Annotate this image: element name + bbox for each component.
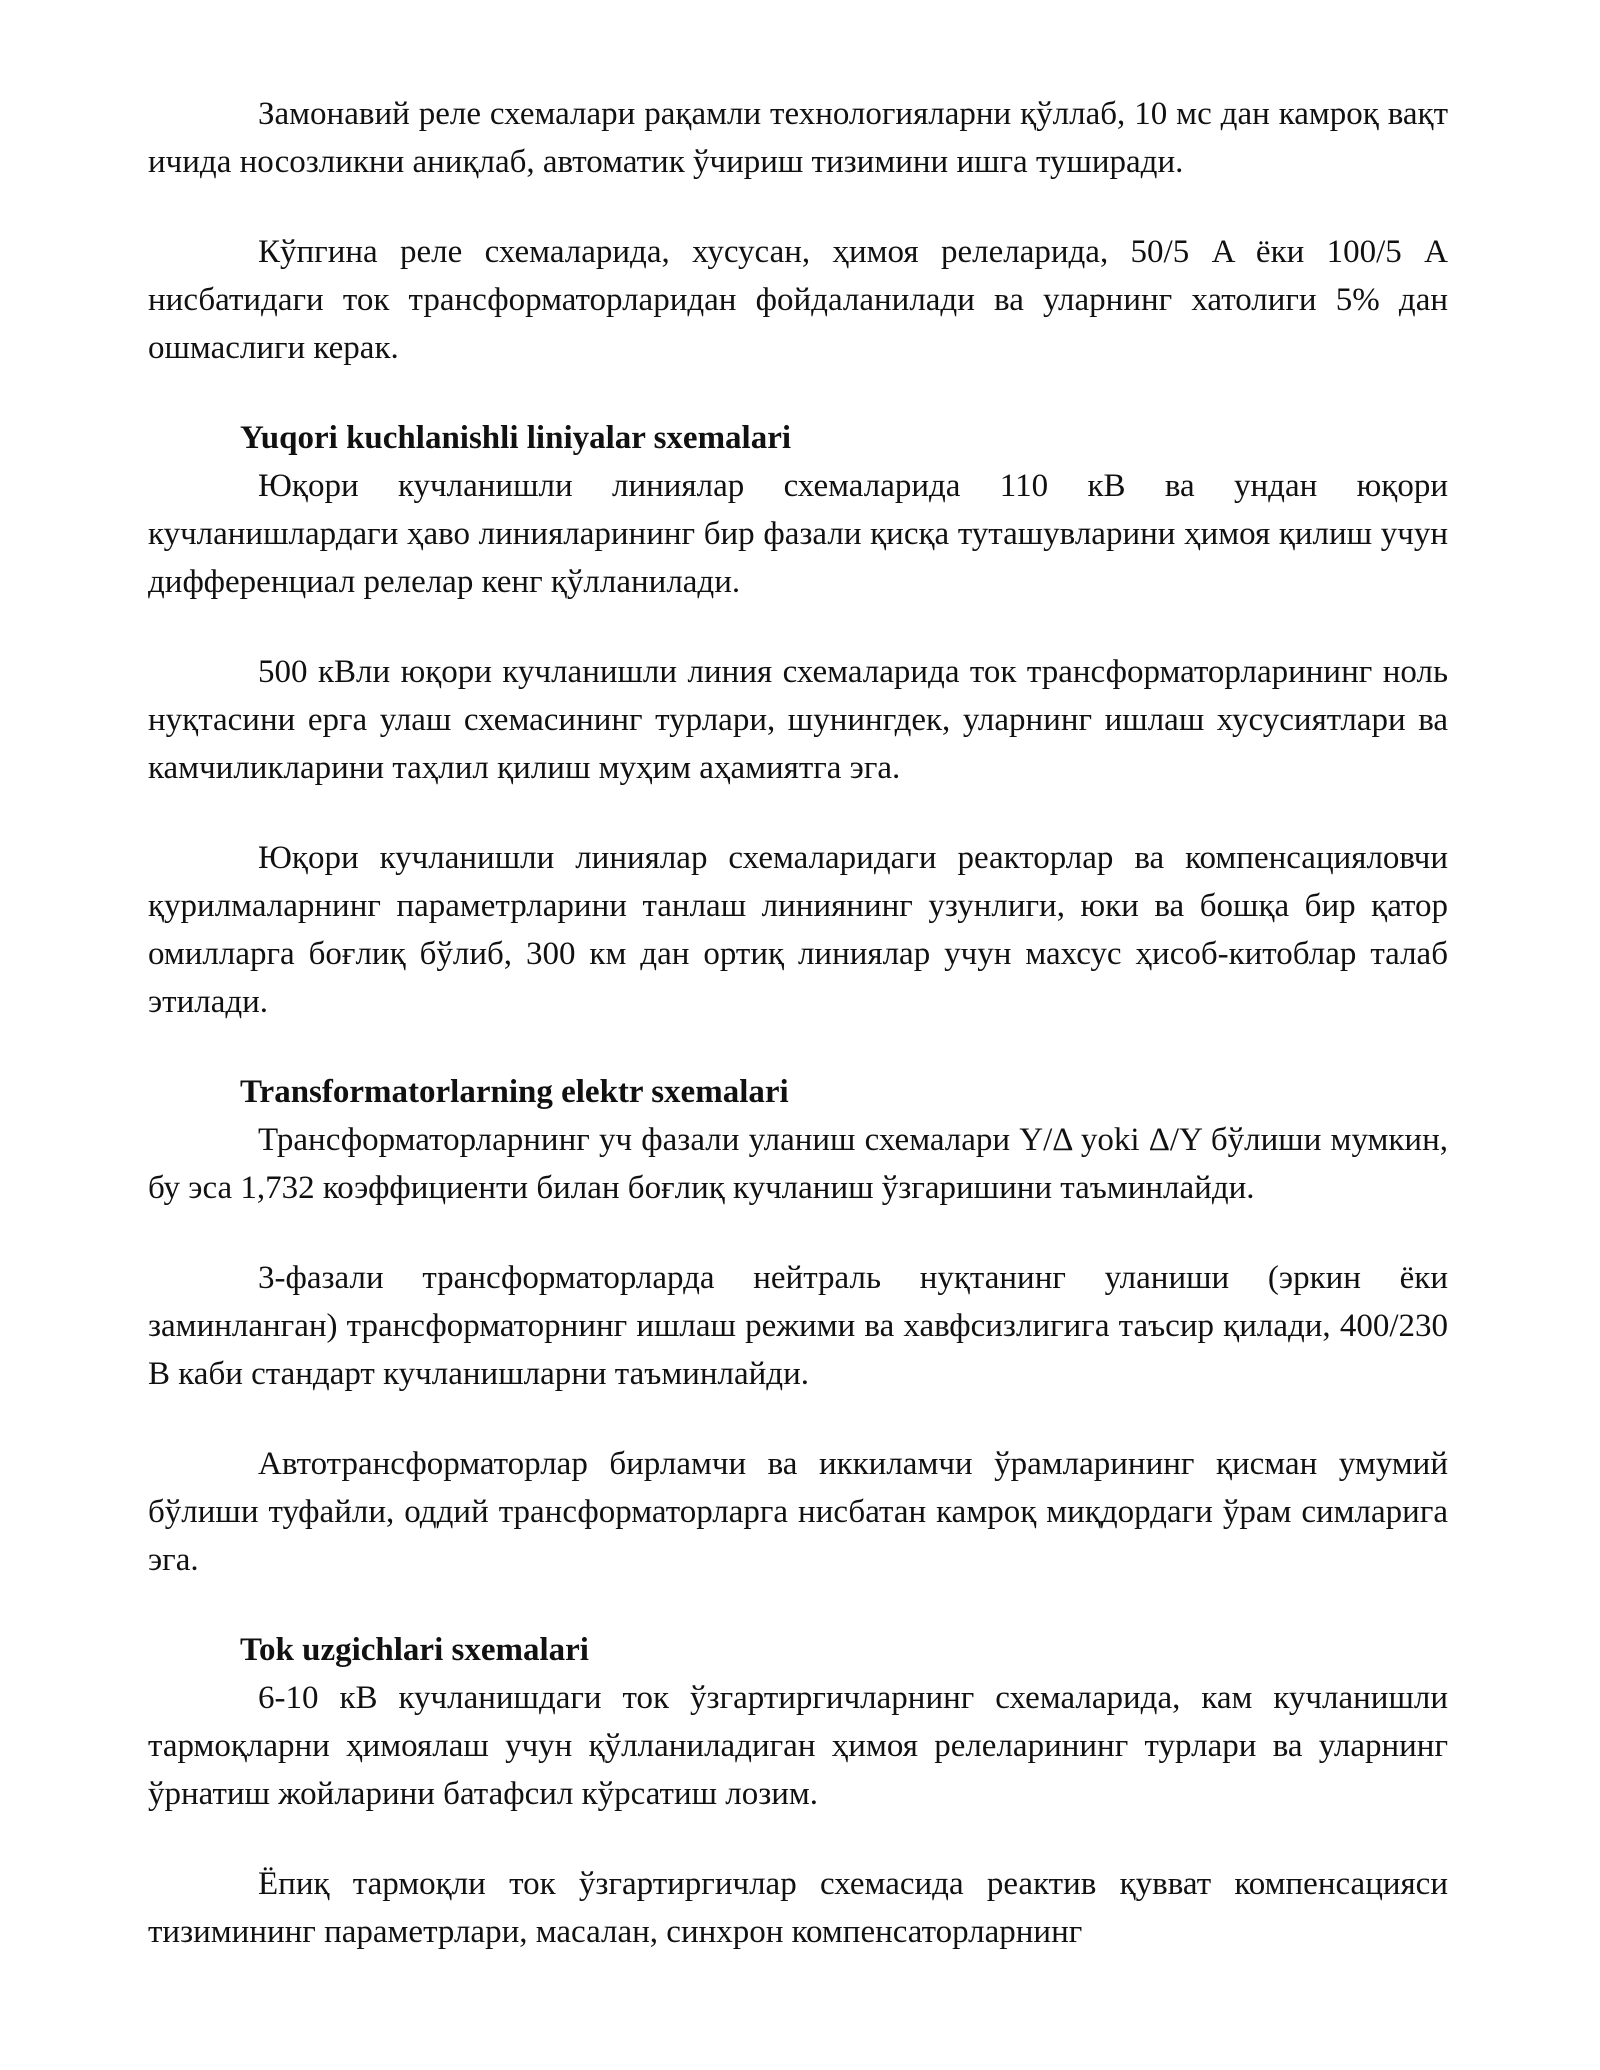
paragraph: 3-фазали трансформаторларда нейтраль нуқтанинг уланиши (эркин ёки заминланган) трансформаторнинг ишлаш режими ва хавфсизлигига таъсир қилади, 400/230 В каби стандарт кучланишларни таъминлайди. bbox=[148, 1260, 1448, 1392]
paragraph: Ёпиқ тармоқли ток ўзгартиргичлар схемасида реактив қувват компенсацияси тизимининг параметрлари, масалан, синхрон компенсаторларнинг bbox=[148, 1866, 1448, 1950]
section-transformers bbox=[148, 1068, 1448, 1584]
section-heading: Transformatorlarning elektr sxemalari bbox=[240, 1074, 789, 1110]
paragraph: Автотрансформаторлар бирламчи ва иккиламчи ўрамларининг қисман умумий бўлиши туфайли, оддий трансформаторларга нисбатан камроқ миқдордаги ўрам симларига эга. bbox=[148, 1446, 1448, 1578]
paragraph: Кўпгина реле схемаларида, хусусан, ҳимоя релеларида, 50/5 A ёки 100/5 A нисбатидаги ток трансформаторларидан фойдаланилади ва уларнинг хатолиги 5% дан ошмаслиги керак. bbox=[148, 234, 1448, 366]
paragraph: Юқори кучланишли линиялар схемаларида 110 кВ ва ундан юқори кучланишлардаги ҳаво линияларининг бир фазали қисқа туташувларини ҳимоя қилиш учун дифференциал релелар кенг қўлланилади. bbox=[148, 468, 1448, 600]
section-current-switches bbox=[148, 1626, 1448, 1956]
paragraph: Юқори кучланишли линиялар схемаларидаги реакторлар ва компенсацияловчи қурилмаларнинг параметрларини танлаш линиянинг узунлиги, юки ва бошқа бир қатор омилларга боғлиқ бўлиб, 300 км дан ортиқ линиялар учун махсус ҳисоб-китоблар талаб этилади. bbox=[148, 840, 1448, 1020]
paragraph: Трансформаторларнинг уч фазали уланиш схемалари Y/Δ yoki Δ/Y бўлиши мумкин, бу эса 1,732 коэффициенти билан боғлиқ кучланиш ўзгаришини таъминлайди. bbox=[148, 1122, 1448, 1206]
paragraph: Замонавий реле схемалари рақамли технологияларни қўллаб, 10 мс дан камроқ вақт ичида носозликни аниқлаб, автоматик ўчириш тизимини ишга туширади. bbox=[148, 96, 1448, 180]
document-body bbox=[148, 90, 1448, 1956]
section-heading: Tok uzgichlari sxemalari bbox=[240, 1632, 589, 1668]
paragraph: 6-10 кВ кучланишдаги ток ўзгартиргичларнинг схемаларида, кам кучланишли тармоқларни ҳимоялаш учун қўлланиладиган ҳимоя релеларининг турлари ва уларнинг ўрнатиш жойларини батафсил кўрсатиш лозим. bbox=[148, 1680, 1448, 1812]
section-intro bbox=[148, 90, 1448, 372]
section-high-voltage-lines bbox=[148, 414, 1448, 1026]
paragraph: 500 кВли юқори кучланишли линия схемаларида ток трансформаторларининг ноль нуқтасини ерга улаш схемасининг турлари, шунингдек, уларнинг ишлаш хусусиятлари ва камчиликларини таҳлил қилиш муҳим аҳамиятга эга. bbox=[148, 654, 1448, 786]
section-heading: Yuqori kuchlanishli liniyalar sxemalari bbox=[240, 420, 792, 456]
